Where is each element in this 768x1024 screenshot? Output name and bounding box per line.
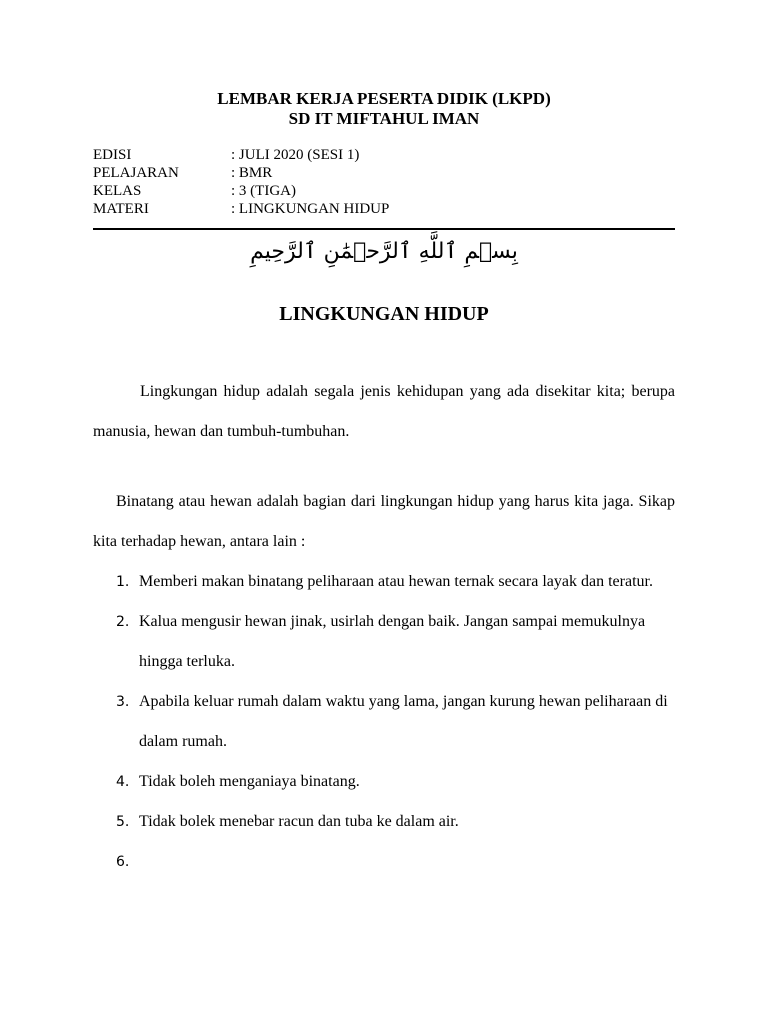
meta-row-kelas	[93, 182, 389, 200]
meta-label: PELAJARAN	[93, 165, 179, 181]
meta-value: : 3 (TIGA)	[231, 183, 296, 199]
list-text: Kalua mengusir hewan jinak, usirlah dengan baik. Jangan sampai memukulnya hingga terluka.	[139, 613, 646, 670]
document-metadata	[93, 146, 389, 218]
list-item	[93, 562, 675, 602]
list-item	[93, 602, 675, 682]
list-number: 6.	[116, 854, 130, 870]
list-text: Apabila keluar rumah dalam waktu yang lama, jangan kurung hewan peliharaan di dalam rumah.	[139, 693, 668, 750]
meta-value: : LINGKUNGAN HIDUP	[231, 201, 390, 217]
document-title: LEMBAR KERJA PESERTA DIDIK (LKPD)	[217, 89, 551, 108]
list-item	[93, 802, 675, 842]
basmala-text: بِسۡمِ ٱللَّهِ ٱلرَّحۡمَٰنِ ٱلرَّحِيمِ	[250, 239, 518, 264]
meta-row-pelajaran	[93, 164, 389, 182]
section-title: LINGKUNGAN HIDUP	[279, 303, 489, 325]
list-text: Memberi makan binatang peliharaan atau hewan ternak secara layak dan teratur.	[139, 573, 653, 590]
meta-label: MATERI	[93, 201, 149, 217]
list-number: 5.	[116, 814, 130, 830]
list-text	[139, 842, 675, 882]
meta-label: EDISI	[93, 147, 132, 163]
school-name: SD IT MIFTAHUL IMAN	[288, 109, 480, 128]
attitude-list	[93, 562, 675, 882]
meta-row-edisi	[93, 146, 389, 164]
list-number: 3.	[116, 694, 130, 710]
list-number: 2.	[116, 614, 130, 630]
list-text: Tidak bolek menebar racun dan tuba ke dalam air.	[139, 813, 459, 830]
meta-row-materi	[93, 200, 389, 218]
list-item	[93, 842, 675, 882]
header-divider	[93, 228, 675, 230]
paragraph-animals: Binatang atau hewan adalah bagian dari lingkungan hidup yang harus kita jaga. Sikap kita terhadap hewan, antara lain :	[93, 493, 675, 550]
meta-value: : BMR	[231, 165, 273, 181]
list-item	[93, 762, 675, 802]
meta-label: KELAS	[93, 183, 142, 199]
meta-value: : JULI 2020 (SESI 1)	[231, 147, 360, 163]
list-number: 1.	[116, 574, 130, 590]
list-text: Tidak boleh menganiaya binatang.	[139, 773, 360, 790]
list-number: 4.	[116, 774, 130, 790]
list-item	[93, 682, 675, 762]
paragraph-definition: Lingkungan hidup adalah segala jenis kehidupan yang ada disekitar kita; berupa manusia, hewan dan tumbuh-tumbuhan.	[93, 383, 675, 440]
